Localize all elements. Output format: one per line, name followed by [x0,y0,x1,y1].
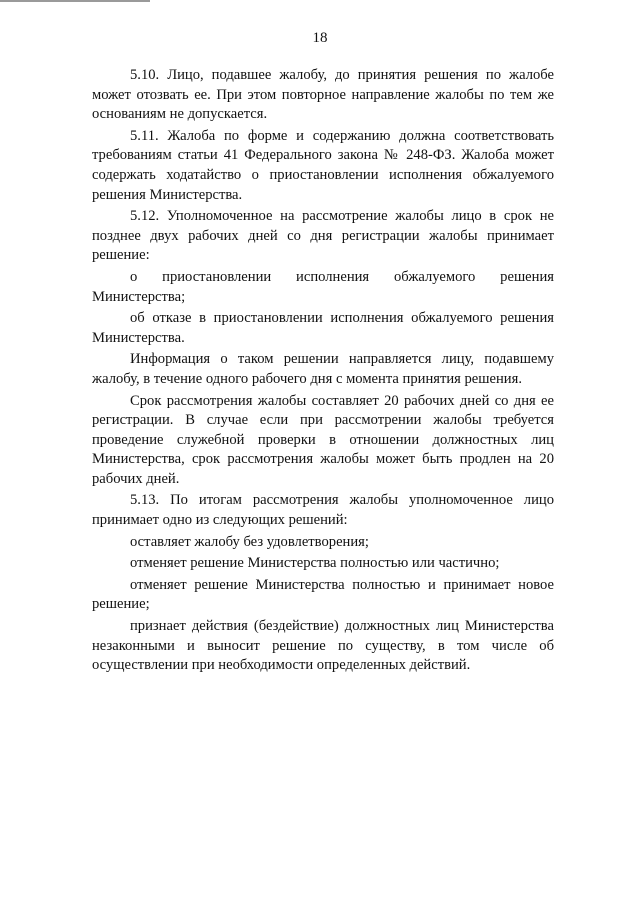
list-item: признает действия (бездействие) должностных лиц Министерства незаконными и выносит решение по существу, в том числе об осуществлении при необходимости определенных действий. [92,618,554,674]
top-rule [0,0,150,2]
list-item: отменяет решение Министерства полностью и принимает новое решение; [92,576,554,613]
list-item: оставляет жалобу без удовлетворения; [130,533,369,550]
page-number: 18 [312,30,328,46]
paragraph-5-11: 5.11. Жалоба по форме и содержанию должна соответствовать требованиям статьи 41 Федерального закона № 248-ФЗ. Жалоба может содержать ходатайство о приостановлении исполнения обжалуемого решения Министерства. [92,127,554,203]
list-item: об отказе в приостановлении исполнения обжалуемого решения Министерства. [92,310,554,346]
paragraph-decision-info: Информация о таком решении направляется лицу, подавшему жалобу, в течение одного рабочего дня с момента принятия решения. [92,351,554,387]
list-item: отменяет решение Министерства полностью или частично; [130,555,500,572]
list-item: о приостановлении исполнения обжалуемого решения Министерства; [92,268,554,305]
paragraph-5-13: 5.13. По итогам рассмотрения жалобы уполномоченное лицо принимает одно из следующих решений: [92,492,554,529]
document-body [92,66,554,676]
paragraph-5-10: 5.10. Лицо, подавшее жалобу, до принятия решения по жалобе может отозвать ее. При этом повторное направление жалобы по тем же основаниям не допускается. [92,67,554,123]
paragraph-review-period: Срок рассмотрения жалобы составляет 20 рабочих дней со дня ее регистрации. В случае если при рассмотрении жалобы требуется проведение служебной проверки в отношении должностных лиц Министерства, срок рассмотрения жалобы может быть продлен на 20 рабочих дней. [92,392,554,487]
paragraph-5-12: 5.12. Уполномоченное на рассмотрение жалобы лицо в срок не позднее двух рабочих дней со дня регистрации жалобы принимает решение: [92,208,554,264]
